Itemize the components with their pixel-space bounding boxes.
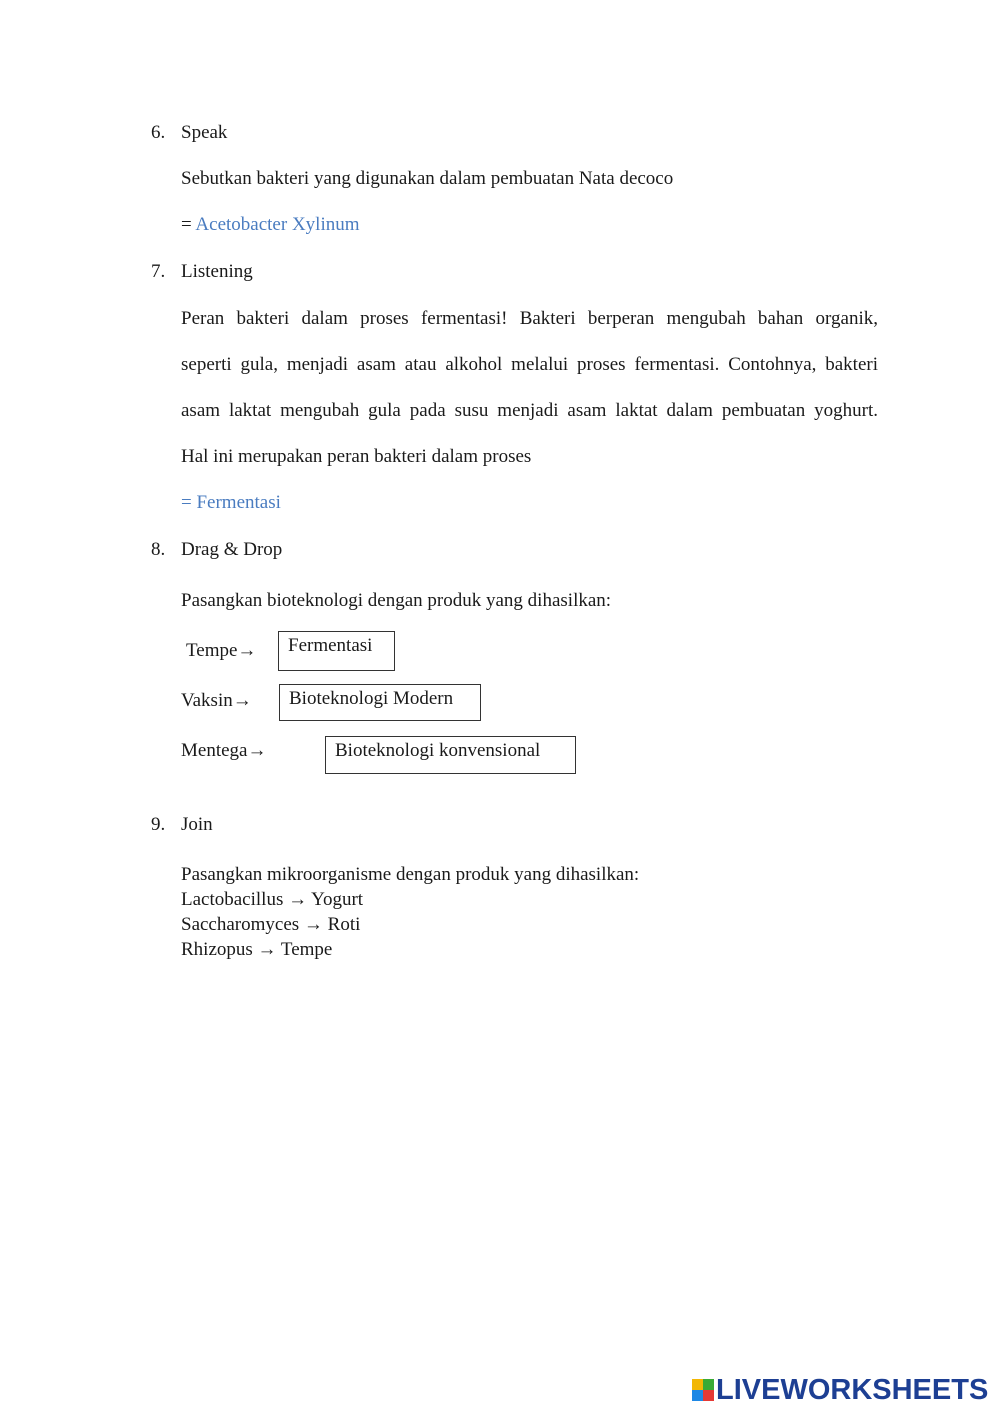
q8-drop-box-fermentasi[interactable]: Fermentasi xyxy=(278,631,395,671)
q7-paragraph-line: Hal ini merupakan peran bakteri dalam proses xyxy=(181,446,532,467)
q7-title: Listening xyxy=(181,261,253,282)
q9-join-item-saccharomyces[interactable]: Saccharomyces → Roti xyxy=(181,914,361,935)
q6-answer-text[interactable]: Acetobacter Xylinum xyxy=(195,214,360,235)
q9-number: 9. xyxy=(151,814,166,835)
q8-title: Drag & Drop xyxy=(181,539,283,560)
q8-pair-label-tempe: Tempe→ xyxy=(186,640,257,661)
q8-drop-box-bioteknologi-konvensional[interactable]: Bioteknologi konvensional xyxy=(325,736,576,774)
q8-prompt: Pasangkan bioteknologi dengan produk yang dihasilkan: xyxy=(181,590,612,611)
liveworksheets-logo-text: LIVEWORKSHEETS xyxy=(716,1374,989,1406)
q8-drop-box-bioteknologi-modern[interactable]: Bioteknologi Modern xyxy=(279,684,481,721)
q7-number: 7. xyxy=(151,261,166,282)
q6-answer-prefix: = xyxy=(181,214,192,235)
q9-prompt: Pasangkan mikroorganisme dengan produk yang dihasilkan: xyxy=(181,864,640,885)
q7-paragraph xyxy=(181,296,878,480)
q6-number: 6. xyxy=(151,122,166,143)
q8-number: 8. xyxy=(151,539,166,560)
q9-title: Join xyxy=(181,814,213,835)
q6-prompt: Sebutkan bakteri yang digunakan dalam pembuatan Nata decoco xyxy=(181,168,674,189)
q8-pair-label-mentega: Mentega→ xyxy=(181,740,267,761)
liveworksheets-logo-icon xyxy=(692,1379,714,1401)
liveworksheets-logo xyxy=(692,1373,988,1407)
q6-title: Speak xyxy=(181,122,228,143)
q7-paragraph-line: seperti gula, menjadi asam atau alkohol melalui proses fermentasi. Contohnya, bakteri xyxy=(181,354,878,375)
q8-pair-label-vaksin: Vaksin→ xyxy=(181,690,252,711)
q7-paragraph-line: asam laktat mengubah gula pada susu menjadi asam laktat dalam pembuatan yoghurt. xyxy=(181,400,878,421)
q7-paragraph-line: Peran bakteri dalam proses fermentasi! Bakteri berperan mengubah bahan organik, xyxy=(181,308,878,329)
q7-answer-text[interactable]: = Fermentasi xyxy=(181,492,281,513)
q9-join-item-lactobacillus[interactable]: Lactobacillus → Yogurt xyxy=(181,889,364,910)
q6-answer-line xyxy=(181,213,360,237)
q9-join-item-rhizopus[interactable]: Rhizopus → Tempe xyxy=(181,939,333,960)
